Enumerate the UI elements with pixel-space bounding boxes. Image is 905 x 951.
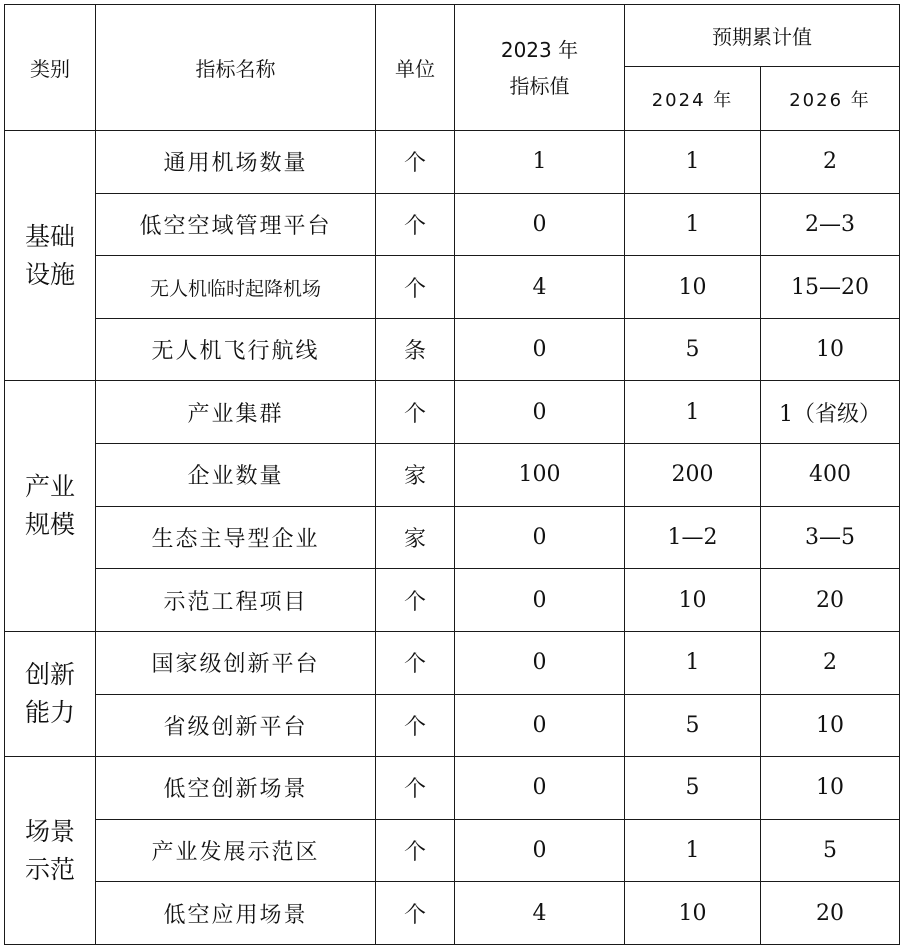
header-year-2024: 2024 年 xyxy=(625,67,761,131)
value-2026-cell: 3—5 xyxy=(761,506,900,569)
unit-cell: 条 xyxy=(376,318,455,381)
table-row xyxy=(5,819,900,882)
value-2026-cell: 2—3 xyxy=(761,193,900,256)
value-2024-cell: 5 xyxy=(625,694,761,757)
table-row xyxy=(5,318,900,381)
indicator-name-cell: 企业数量 xyxy=(96,444,376,507)
value-2026-cell: 1（省级） xyxy=(761,381,900,444)
value-2024-cell: 5 xyxy=(625,318,761,381)
value-2023-cell: 4 xyxy=(455,256,625,319)
value-2026-cell: 2 xyxy=(761,631,900,694)
value-2024-cell: 1—2 xyxy=(625,506,761,569)
value-2026-cell: 2 xyxy=(761,131,900,194)
value-2023-cell: 0 xyxy=(455,694,625,757)
table-row xyxy=(5,506,900,569)
indicator-name-cell: 生态主导型企业 xyxy=(96,506,376,569)
value-2024-cell: 1 xyxy=(625,131,761,194)
value-2024-cell: 10 xyxy=(625,882,761,945)
unit-cell: 个 xyxy=(376,381,455,444)
category-cell xyxy=(5,131,96,381)
category-line2: 规模 xyxy=(24,510,75,540)
value-2023-cell: 0 xyxy=(455,631,625,694)
value-2026-cell: 10 xyxy=(761,694,900,757)
table-row xyxy=(5,381,900,444)
header-unit: 单位 xyxy=(376,5,455,131)
category-line1: 基础 xyxy=(24,221,75,251)
value-2024-cell: 1 xyxy=(625,193,761,256)
value-2026-cell: 10 xyxy=(761,757,900,820)
table-row xyxy=(5,569,900,632)
table-row xyxy=(5,256,900,319)
value-2024-cell: 1 xyxy=(625,631,761,694)
unit-cell: 家 xyxy=(376,444,455,507)
category-cell xyxy=(5,757,96,945)
indicator-name-cell: 无人机临时起降机场 xyxy=(96,256,376,319)
unit-cell: 个 xyxy=(376,131,455,194)
value-2026-cell: 400 xyxy=(761,444,900,507)
value-2023-cell: 0 xyxy=(455,381,625,444)
table-row xyxy=(5,444,900,507)
value-2023-cell: 100 xyxy=(455,444,625,507)
value-2023-cell: 0 xyxy=(455,819,625,882)
indicator-name-cell: 低空空域管理平台 xyxy=(96,193,376,256)
category-line2: 设施 xyxy=(24,259,75,289)
value-2024-cell: 1 xyxy=(625,819,761,882)
unit-cell: 个 xyxy=(376,193,455,256)
category-cell xyxy=(5,381,96,631)
value-2023-cell: 0 xyxy=(455,569,625,632)
indicator-name-cell: 省级创新平台 xyxy=(96,694,376,757)
header-indicator: 指标名称 xyxy=(96,5,376,131)
category-line1: 场景 xyxy=(24,816,75,846)
value-2026-cell: 15—20 xyxy=(761,256,900,319)
value-2023-cell: 4 xyxy=(455,882,625,945)
unit-cell: 家 xyxy=(376,506,455,569)
header-year-2026: 2026 年 xyxy=(761,67,900,131)
indicator-name-cell: 通用机场数量 xyxy=(96,131,376,194)
value-2024-cell: 1 xyxy=(625,381,761,444)
value-2026-cell: 20 xyxy=(761,569,900,632)
value-2026-cell: 20 xyxy=(761,882,900,945)
header-base-year xyxy=(455,5,625,131)
value-2024-cell: 10 xyxy=(625,569,761,632)
table-row xyxy=(5,694,900,757)
category-line2: 示范 xyxy=(24,854,75,884)
value-2023-cell: 0 xyxy=(455,318,625,381)
indicator-name-cell: 产业发展示范区 xyxy=(96,819,376,882)
indicator-name-cell: 产业集群 xyxy=(96,381,376,444)
table-row xyxy=(5,631,900,694)
category-line1: 产业 xyxy=(24,472,75,502)
category-cell xyxy=(5,631,96,756)
category-line1: 创新 xyxy=(24,660,75,690)
header-expected: 预期累计值 xyxy=(625,5,900,67)
value-2023-cell: 0 xyxy=(455,506,625,569)
unit-cell: 个 xyxy=(376,256,455,319)
indicator-name-cell: 国家级创新平台 xyxy=(96,631,376,694)
indicator-name-cell: 低空创新场景 xyxy=(96,757,376,820)
unit-cell: 个 xyxy=(376,569,455,632)
indicator-name-cell: 示范工程项目 xyxy=(96,569,376,632)
table-row xyxy=(5,882,900,945)
category-line2: 能力 xyxy=(24,698,75,728)
value-2024-cell: 200 xyxy=(625,444,761,507)
indicator-name-cell: 低空应用场景 xyxy=(96,882,376,945)
value-2023-cell: 1 xyxy=(455,131,625,194)
value-2026-cell: 5 xyxy=(761,819,900,882)
unit-cell: 个 xyxy=(376,757,455,820)
unit-cell: 个 xyxy=(376,694,455,757)
value-2026-cell: 10 xyxy=(761,318,900,381)
header-category: 类别 xyxy=(5,5,96,131)
table-row xyxy=(5,131,900,194)
indicator-table xyxy=(4,4,900,945)
header-base-year-line1: 2023 年 xyxy=(500,37,579,62)
unit-cell: 个 xyxy=(376,631,455,694)
value-2023-cell: 0 xyxy=(455,757,625,820)
unit-cell: 个 xyxy=(376,882,455,945)
table-row xyxy=(5,193,900,256)
table-row xyxy=(5,757,900,820)
unit-cell: 个 xyxy=(376,819,455,882)
value-2024-cell: 10 xyxy=(625,256,761,319)
indicator-name-cell: 无人机飞行航线 xyxy=(96,318,376,381)
value-2024-cell: 5 xyxy=(625,757,761,820)
header-base-year-line2: 指标值 xyxy=(509,73,570,98)
value-2023-cell: 0 xyxy=(455,193,625,256)
